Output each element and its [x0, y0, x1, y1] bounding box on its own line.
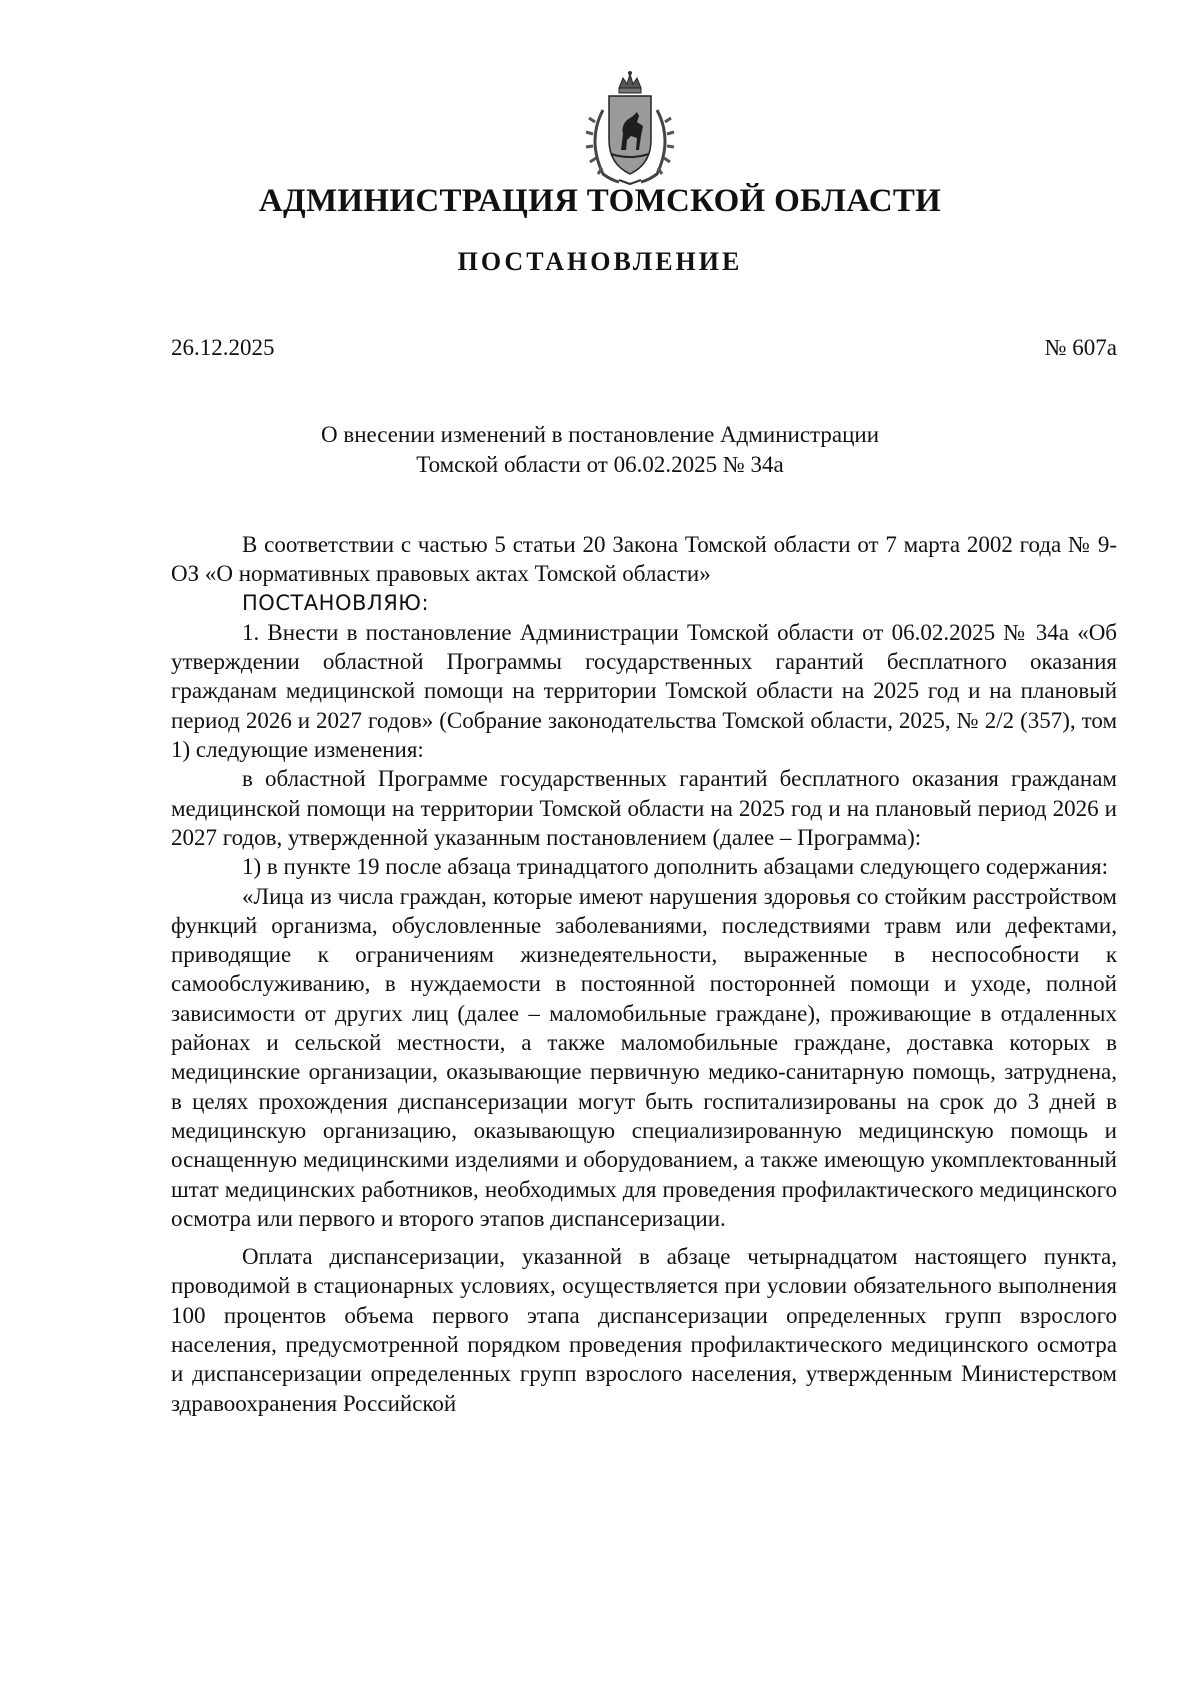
program-paragraph: в областной Программе государственных гарантий бесплатного оказания гражданам медицинской помощи на территории Томской области на 2025 год и на плановый период 2026 и 2027 годов, утвержденной указанным постановлением (далее – Программа): [171, 766, 1117, 850]
preamble-paragraph: В соответствии с частью 5 статьи 20 Закона Томской области от 7 марта 2002 года № 9-ОЗ «О нормативных правовых актах Томской области» [171, 532, 1117, 587]
ruling-word: ПОСТАНОВЛЯЮ: [242, 590, 430, 615]
document-subject [0, 420, 1200, 480]
subitem-1-paragraph: 1) в пункте 19 после абзаца тринадцатого дополнить абзацами следующего содержания: [242, 854, 1108, 880]
payment-paragraph: Оплата диспансеризации, указанной в абзаце четырнадцатом настоящего пункта, проводимой в стационарных условиях, осуществляется при условии обязательного выполнения 100 процентов объема первого этапа диспансеризации определенных групп взрослого населения, предусмотренной порядком проведения профилактического медицинского осмотра и диспансеризации определенных групп взрослого населения, утвержденным Министерством здравоохранения Российской [171, 1244, 1117, 1416]
subject-line-1: О внесении изменений в постановление Администрации [320, 422, 880, 447]
subject-line-2: Томской области от 06.02.2025 № 34а [416, 452, 784, 477]
issuing-authority: АДМИНИСТРАЦИЯ ТОМСКОЙ ОБЛАСТИ [258, 183, 942, 219]
tomsk-region-coat-of-arms-icon [581, 70, 679, 190]
document-type: ПОСТАНОВЛЕНИЕ [457, 247, 743, 276]
document-number: № 607а [1044, 335, 1117, 360]
document-date: 26.12.2025 [171, 335, 275, 360]
quoted-amendment-paragraph: «Лица из числа граждан, которые имеют нарушения здоровья со стойким расстройством функций организма, обусловленные заболеваниями, последствиями травм или дефектами, приводящие к ограничениям жизнедеятельности, выраженные в неспособности к самообслуживанию, в нуждаемости в постоянной посторонней помощи и уходе, полной зависимости от других лиц (далее – маломобильные граждане), проживающие в отдаленных районах и сельской местности, а также маломобильные граждане, доставка которых в медицинские организации, оказывающие первичную медико-санитарную помощь, затруднена, в целях прохождения диспансеризации могут быть госпитализированы на срок до 3 дней в медицинскую организацию, оказывающую специализированную медицинскую помощь и оснащенную медицинскими изделиями и оборудованием, а также имеющую укомплектованный штат медицинских работников, необходимых для проведения профилактического медицинского осмотра или первого и второго этапов диспансеризации. [171, 883, 1117, 1231]
document-body [171, 530, 1117, 1418]
item-1-paragraph: 1. Внести в постановление Администрации Томской области от 06.02.2025 № 34а «Об утверждении областной Программы государственных гарантий бесплатного оказания гражданам медицинской помощи на территории Томской области на 2025 год и на плановый период 2026 и 2027 годов» (Собрание законодательства Томской области, 2025, № 2/2 (357), том 1) следующие изменения: [171, 619, 1117, 763]
